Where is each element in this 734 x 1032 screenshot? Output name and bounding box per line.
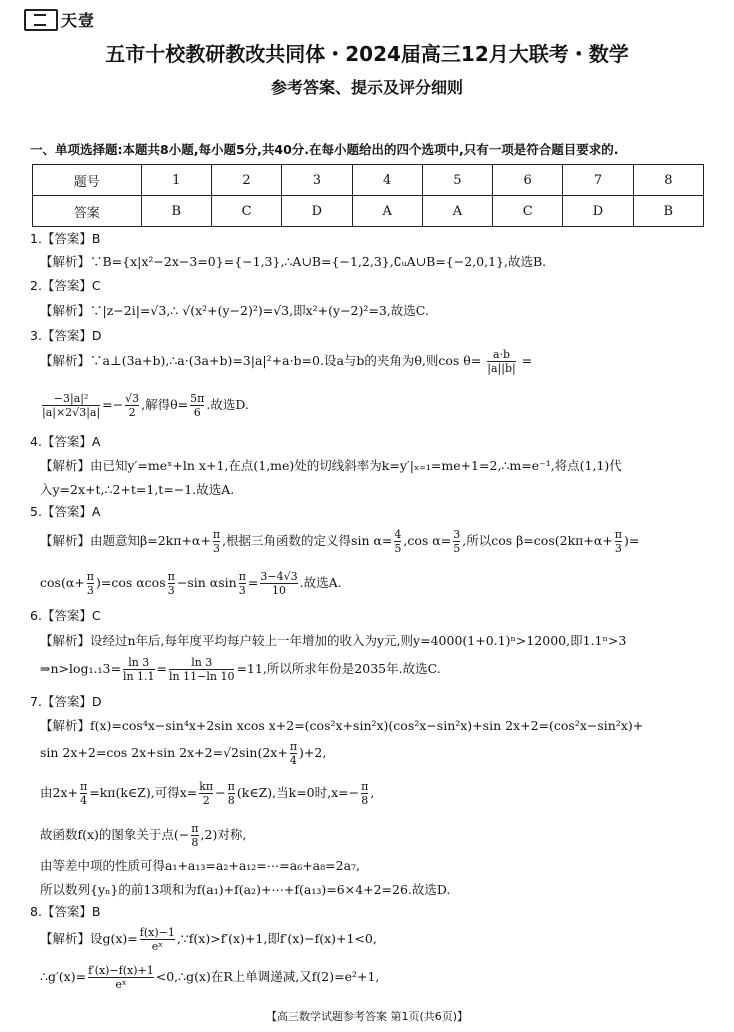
denominator: 5 — [394, 542, 402, 555]
q5-fraction-pi3d — [168, 570, 175, 597]
denominator: 8 — [191, 836, 199, 849]
denominator: eˣ — [115, 978, 127, 991]
numerator: 5π — [190, 392, 205, 405]
table-row-numbers — [33, 165, 704, 196]
numerator: π — [212, 528, 221, 541]
q8-answer: 8.【答案】B — [30, 904, 101, 919]
denominator: ln 11−ln 10 — [169, 670, 235, 683]
table-cell: D — [282, 196, 352, 227]
table-cell: 3 — [282, 165, 352, 196]
q8-explanation-1 — [40, 926, 377, 953]
page-footer: 【高三数学试题参考答案 第1页(共6页)】 — [265, 1010, 469, 1023]
q7-text-f: (k∈Z),当k=0时,x=− — [236, 785, 360, 800]
q7-fraction-pi8c — [191, 822, 198, 849]
denominator: 3 — [238, 584, 246, 597]
q3-explanation-1: 【解析】∵a⊥(3a+b),∴a·(3a+b)=3|a|²+a·b=0.设a与b的夹角为θ,则cos θ= $\frac{a\cdot b}{|a||b|}$ = — [40, 348, 533, 375]
numerator: π — [614, 528, 622, 541]
q3-tail: ,解得θ= — [141, 397, 189, 412]
denominator: 10 — [272, 584, 287, 597]
q6-explanation-1: 【解析】设经过n年后,每年度平均每户较上一年增加的收入为y元,则y=4000(1+0.1)ⁿ>12000,即1.1ⁿ>3 — [40, 633, 627, 648]
q5-explanation-1 — [40, 528, 639, 555]
logo-mark-icon — [24, 9, 58, 31]
numerator: 3 — [453, 528, 461, 541]
denominator: 3 — [614, 542, 622, 555]
denominator: 8 — [227, 794, 235, 807]
table-cell: C — [493, 196, 563, 227]
q7-fraction-pi8 — [228, 780, 235, 807]
numerator: ln 3 — [169, 656, 234, 670]
page-title: 五市十校教研教改共同体・2024届高三12月大联考・数学 — [105, 42, 629, 66]
q6-text-b: =11,所以所求年份是2035年.故选C. — [236, 661, 441, 676]
table-cell: C — [211, 196, 281, 227]
numerator: √3 — [125, 392, 140, 405]
denominator: 8 — [361, 794, 369, 807]
publisher-logo — [24, 8, 95, 31]
table-row-answers — [33, 196, 704, 227]
numerator: 3−4√3 — [260, 570, 298, 583]
q3-fraction-2 — [42, 392, 100, 419]
q6-fraction-1 — [123, 656, 155, 683]
numerator: π — [191, 822, 199, 835]
q8-fraction-2 — [88, 964, 154, 991]
denominator: 3 — [212, 542, 220, 555]
denominator: 2 — [202, 794, 210, 807]
table-cell: A — [422, 196, 492, 227]
table-cell: 5 — [422, 165, 492, 196]
table-cell: B — [633, 196, 703, 227]
q5-fraction-pi3e — [239, 570, 246, 597]
q5-end: .故选A. — [299, 575, 342, 590]
q7-text-b: )+2, — [299, 745, 327, 760]
q7-explanation-4 — [40, 822, 246, 849]
q7-fraction-pi4b — [80, 780, 87, 807]
q3-explanation-2 — [40, 392, 249, 419]
q7-explanation-6: 所以数列{yₙ}的前13项和为f(a₁)+f(a₂)+⋯+f(a₁₃)=6×4+2=26.故选D. — [40, 882, 451, 897]
q1-answer: 1.【答案】B — [30, 231, 101, 246]
denominator: |a|×2√3|a| — [42, 406, 101, 419]
q8-fraction-1 — [140, 926, 175, 953]
q5-fraction-pi3c — [87, 570, 94, 597]
table-cell: 6 — [493, 165, 563, 196]
q3-text-1: 【解析】∵a⊥(3a+b),∴a·(3a+b)=3|a|²+a·b=0.设a与b的夹角为θ,则cos θ= — [40, 353, 482, 368]
q6-fraction-2 — [169, 656, 234, 683]
q5-text-b: ,根据三角函数的定义得sin α= — [222, 533, 393, 548]
q5-text-c: ,cos α= — [403, 533, 452, 548]
q7-text-g: , — [370, 785, 375, 800]
numerator: a·b — [487, 348, 515, 362]
numerator: −3|a|² — [42, 392, 100, 406]
table-cell: A — [352, 196, 422, 227]
page-subtitle: 参考答案、提示及评分细则 — [270, 78, 463, 97]
q7-text-e: − — [215, 785, 226, 800]
q7-text-h: 故函数f(x)的图象关于点(− — [40, 827, 190, 842]
numerator: π — [167, 570, 175, 583]
q7-text-d: =kπ(k∈Z),可得x= — [89, 785, 198, 800]
numerator: f′(x)−f(x)+1 — [88, 964, 154, 977]
q2-explanation: 【解析】∵|z−2i|=√3,∴ √(x²+(y−2)²)=√3,即x²+(y−2)²=3,故选C. — [40, 303, 429, 318]
q5-fraction-35 — [453, 528, 460, 555]
numerator: π — [361, 780, 369, 793]
table-cell: 8 — [633, 165, 703, 196]
numerator: π — [86, 570, 94, 583]
q7-text-a: sin 2x+2=cos 2x+sin 2x+2=√2sin(2x+ — [40, 745, 288, 760]
numerator: π — [227, 780, 235, 793]
logo-brand: 天壹 — [61, 11, 96, 30]
q5-fraction-pi3 — [213, 528, 220, 555]
q7-explanation-2 — [40, 740, 326, 767]
q7-explanation-1: 【解析】f(x)=cos⁴x−sin⁴x+2sin xcos x+2=(cos²x+sin²x)(cos²x−sin²x)+sin 2x+2=(cos²x−sin²x)+ — [40, 718, 644, 733]
denominator: ln 1.1 — [122, 670, 155, 683]
q8-text-c: ∴g′(x)= — [40, 969, 87, 984]
q7-explanation-3 — [40, 780, 374, 807]
q5-text-a: 【解析】由题意知β=2kπ+α+ — [40, 533, 211, 548]
numerator: 4 — [394, 528, 402, 541]
numerator: π — [79, 780, 88, 793]
answer-table — [32, 164, 704, 227]
q6-text-a: ⇒n>log₁.₁3= — [40, 661, 121, 676]
q5-explanation-2 — [40, 570, 342, 597]
denominator: 6 — [193, 406, 201, 419]
q5-text-d: ,所以cos β=cos(2kπ+α+ — [462, 533, 613, 548]
q8-text-a: 【解析】设g(x)= — [40, 931, 138, 946]
q7-explanation-5: 由等差中项的性质可得a₁+a₁₃=a₂+a₁₂=⋯=a₆+a₈=2a₇, — [40, 858, 361, 873]
denominator: 5 — [453, 542, 461, 555]
table-cell: 7 — [563, 165, 633, 196]
table-cell: 4 — [352, 165, 422, 196]
q6-explanation-2: ⇒n>log₁.₁3= $\frac{\ln 3}{\ln 1.1}$ = $\frac{\ln 3}{\ln 11-\ln 10}$ =11,所以所求年份是2035年.故选C. — [40, 656, 441, 683]
denominator: 4 — [289, 754, 297, 767]
q5-fraction-pi3b — [615, 528, 622, 555]
denominator: |a||b| — [487, 362, 516, 375]
denominator: eˣ — [151, 940, 163, 953]
q5-text-g: )=cos αcos — [95, 575, 166, 590]
table-cell: D — [563, 196, 633, 227]
q3-fraction-3 — [125, 392, 139, 419]
row-label-answer: 答案 — [33, 196, 142, 227]
q7-fraction-pi8b — [361, 780, 368, 807]
q5-text-i: = — [247, 575, 259, 590]
q4-explanation-2: 入y=2x+t,∴2+t=1,t=−1.故选A. — [40, 482, 235, 497]
q3-fraction-1 — [487, 348, 515, 375]
q3-fraction-4 — [190, 392, 204, 419]
denominator: 2 — [128, 406, 136, 419]
q8-text-d: <0,∴g(x)在R上单调递减,又f(2)=e²+1, — [155, 969, 380, 984]
q5-text-f: cos(α+ — [40, 575, 85, 590]
q7-text-c: 由2x+ — [40, 785, 78, 800]
q7-fraction-kpi2 — [199, 780, 213, 807]
q5-text-e: )= — [624, 533, 640, 548]
q5-text-h: −sin αsin — [176, 575, 237, 590]
numerator: π — [289, 740, 298, 753]
q1-explanation: 【解析】∵B={x|x²−2x−3=0}={−1,3},∴A∪B={−1,2,3},∁ᵤA∪B={−2,0,1},故选B. — [40, 254, 547, 269]
q3-end: .故选D. — [206, 397, 249, 412]
denominator: 3 — [167, 584, 175, 597]
q6-answer: 6.【答案】C — [30, 608, 101, 623]
section-heading: 一、单项选择题:本题共8小题,每小题5分,共40分.在每小题给出的四个选项中,只有一项是符合题目要求的. — [30, 142, 619, 157]
table-cell: 2 — [211, 165, 281, 196]
q8-text-b: ,∵f(x)>f′(x)+1,即f′(x)−f(x)+1<0, — [176, 931, 377, 946]
q5-fraction-45 — [394, 528, 401, 555]
q8-explanation-2 — [40, 964, 379, 991]
q4-answer: 4.【答案】A — [30, 434, 101, 449]
q7-fraction-pi4 — [290, 740, 297, 767]
denominator: 4 — [80, 794, 88, 807]
q4-explanation-1: 【解析】由已知y′=meˣ+ln x+1,在点(1,me)处的切线斜率为k=y′|ₓ₌₁=me+1=2,∴m=e⁻¹,将点(1,1)代 — [40, 458, 622, 473]
table-cell: 1 — [141, 165, 211, 196]
q5-answer: 5.【答案】A — [30, 504, 101, 519]
q5-fraction-result — [260, 570, 297, 597]
numerator: ln 3 — [123, 656, 155, 670]
row-label-number: 题号 — [33, 165, 142, 196]
numerator: f(x)−1 — [139, 926, 175, 939]
q3-answer: 3.【答案】D — [30, 328, 102, 343]
denominator: 3 — [86, 584, 94, 597]
q3-mid: =− — [102, 397, 124, 412]
numerator: kπ — [199, 780, 214, 793]
numerator: π — [238, 570, 246, 583]
q7-answer: 7.【答案】D — [30, 694, 102, 709]
table-cell: B — [141, 196, 211, 227]
q7-text-i: ,2)对称, — [200, 827, 247, 842]
q2-answer: 2.【答案】C — [30, 278, 101, 293]
